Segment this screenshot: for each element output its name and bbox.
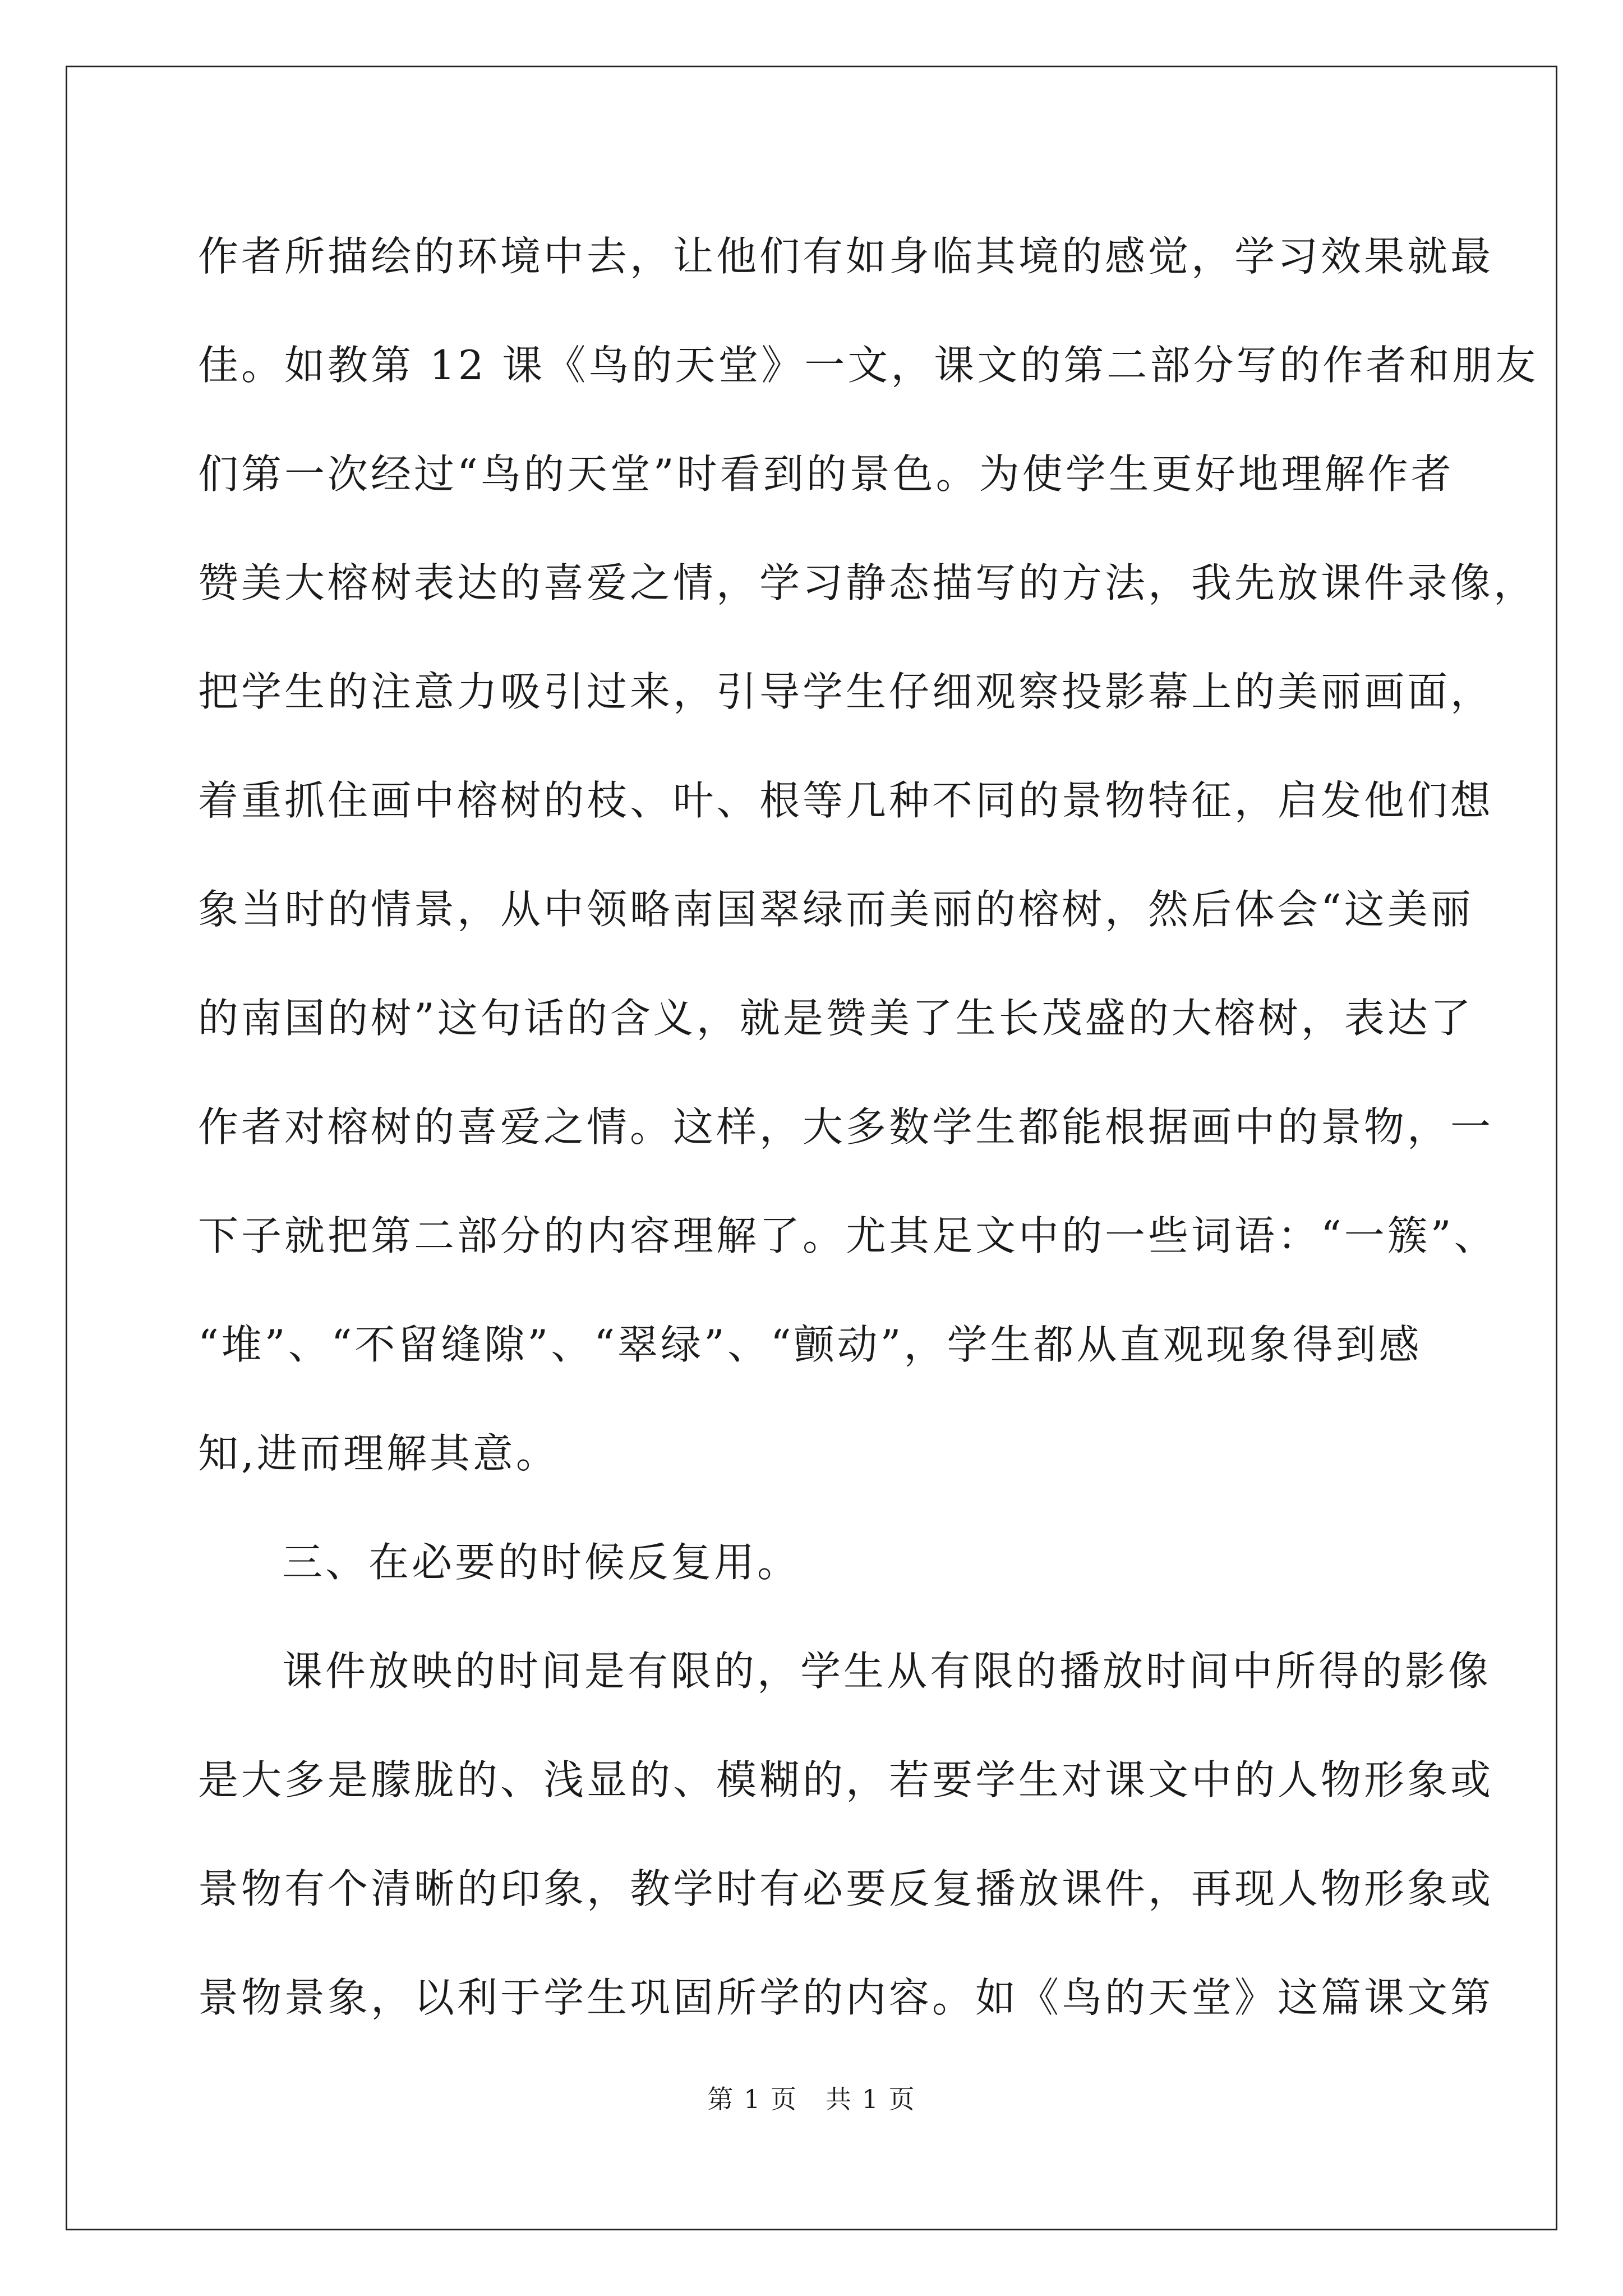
text-line: 作者所描绘的环境中去，让他们有如身临其境的感觉，学习效果就最 — [198, 233, 1494, 280]
text-line: 佳。如教第 12 课《鸟的天堂》一文，课文的第二部分写的作者和朋友 — [198, 342, 1539, 389]
text-line: 景物景象，以利于学生巩固所学的内容。如《鸟的天堂》这篇课文第 — [198, 1974, 1494, 2021]
text-line: 下子就把第二部分的内容理解了。尤其足文中的一些词语：“一簇”、 — [198, 1212, 1497, 1259]
text-line: 作者对榕树的喜爱之情。这样，大多数学生都能根据画中的景物，一 — [198, 1103, 1494, 1151]
section-heading: 三、在必要的时候反复用。 — [282, 1539, 801, 1586]
paragraph-first-line: 课件放映的时间是有限的，学生从有限的播放时间中所得的影像 — [282, 1648, 1492, 1695]
page-number: 第 1 页 — [707, 2084, 797, 2114]
text-line: “堆”、“不留缝隙”、“翠绿”、“颤动”，学生都从直观现象得到感 — [198, 1321, 1422, 1368]
text-line: 是大多是朦胧的、浅显的、模糊的，若要学生对课文中的人物形象或 — [198, 1756, 1494, 1803]
text-line: 知,进而理解其意。 — [198, 1430, 559, 1477]
text-line: 的南国的树”这句话的含义，就是赞美了生长茂盛的大榕树，表达了 — [198, 995, 1474, 1042]
body-text — [198, 202, 1539, 2052]
text-line: 们第一次经过“鸟的天堂”时看到的景色。为使学生更好地理解作者 — [198, 450, 1454, 498]
text-line: 象当时的情景，从中领略南国翠绿而美丽的榕树，然后体会“这美丽 — [198, 886, 1474, 933]
text-line: 着重抓住画中榕树的枝、叶、根等几种不同的景物特征，启发他们想 — [198, 777, 1494, 824]
page-footer — [0, 2082, 1623, 2116]
text-line: 把学生的注意力吸引过来，引导学生仔细观察投影幕上的美丽画面， — [198, 668, 1494, 715]
text-line: 景物有个清晰的印象，教学时有必要反复播放课件，再现人物形象或 — [198, 1865, 1494, 1912]
text-line: 赞美大榕树表达的喜爱之情，学习静态描写的方法，我先放课件录像， — [198, 559, 1537, 606]
page-total: 共 1 页 — [826, 2084, 916, 2114]
